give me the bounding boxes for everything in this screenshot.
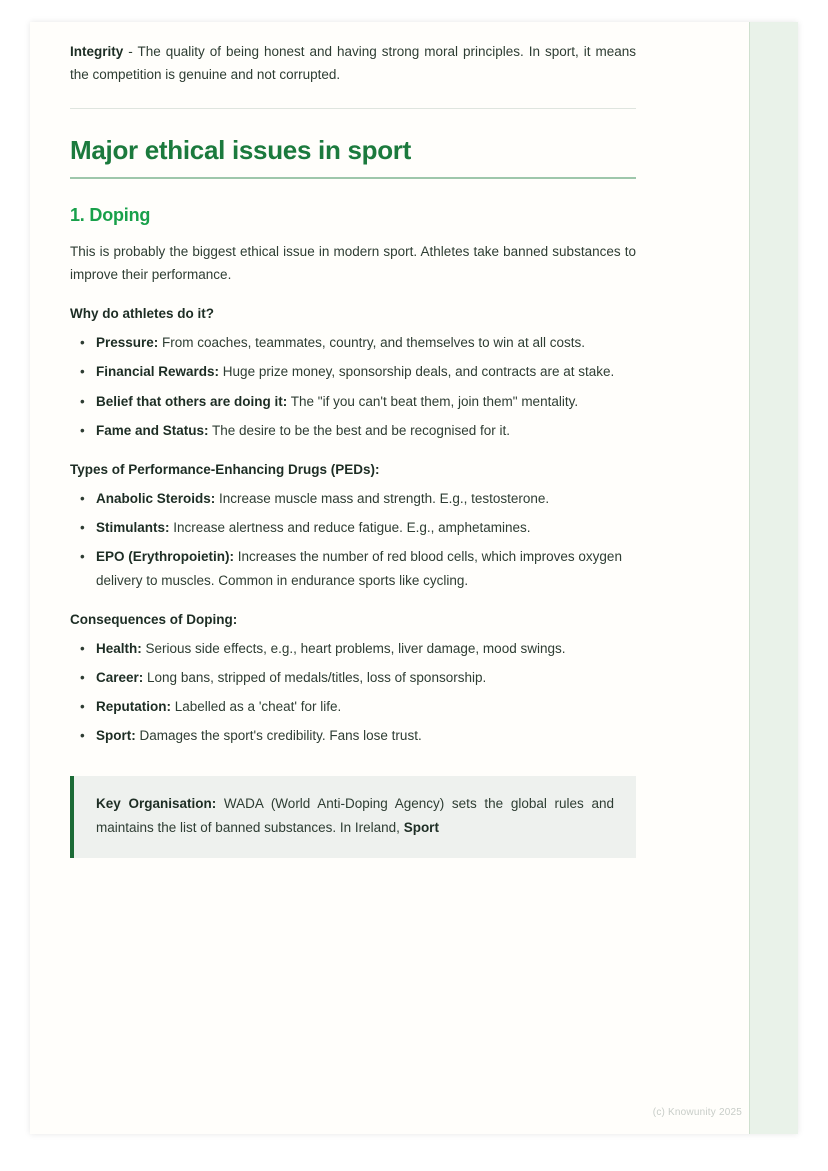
- list-item: [70, 419, 636, 442]
- subsection-title: 1. Doping: [70, 204, 151, 225]
- list-item: [70, 637, 636, 660]
- watermark: (c) Knowunity 2025: [652, 1107, 742, 1118]
- page-right-rail: [750, 22, 798, 1134]
- callout-strong-end: Sport: [403, 819, 439, 835]
- list-item-text: Serious side effects, e.g., heart problems, liver damage, mood swings.: [141, 640, 566, 656]
- list-item-text: Increase alertness and reduce fatigue. E.g., amphetamines.: [169, 520, 531, 536]
- list-item-text: Increase muscle mass and strength. E.g., testosterone.: [215, 490, 550, 506]
- key-organisation-callout: [70, 776, 636, 858]
- list-item-label: Pressure:: [96, 335, 159, 351]
- list-item: [70, 390, 636, 413]
- document-page: [30, 22, 798, 1134]
- list-item: [70, 724, 636, 747]
- page-title: Major ethical issues in sport: [70, 135, 411, 166]
- list-item-text: Increases the number of red blood cells, which improves oxygen delivery to muscles. Common in endurance sports like cycling.: [96, 549, 622, 588]
- block-heading: Consequences of Doping:: [70, 611, 238, 627]
- list-item-text: The "if you can't beat them, join them" mentality.: [287, 393, 579, 409]
- list-item-label: Financial Rewards:: [96, 364, 220, 380]
- block-heading: Why do athletes do it?: [70, 306, 214, 322]
- block-list: [70, 637, 636, 748]
- list-item-text: From coaches, teammates, country, and themselves to win at all costs.: [158, 335, 585, 351]
- list-item-label: Anabolic Steroids:: [96, 490, 216, 506]
- intro-paragraph: [70, 40, 636, 86]
- list-item: [70, 545, 636, 591]
- list-item: [70, 516, 636, 539]
- list-item-text: Long bans, stripped of medals/titles, loss of sponsorship.: [143, 670, 487, 686]
- list-item-text: Huge prize money, sponsorship deals, and contracts are at stake.: [219, 364, 615, 380]
- list-item-label: Reputation:: [96, 699, 171, 715]
- callout-label: Key Organisation:: [96, 795, 217, 811]
- block-heading: Types of Performance-Enhancing Drugs (PEDs):: [70, 461, 380, 477]
- callout-text: WADA (World Anti-Doping Agency) sets the global rules and maintains the list of banned substances. In Ireland,: [96, 795, 614, 835]
- list-item: [70, 360, 636, 383]
- list-item: [70, 695, 636, 718]
- list-item-label: Health:: [96, 640, 142, 656]
- block-list: [70, 487, 636, 592]
- list-item-label: Career:: [96, 670, 144, 686]
- list-item-label: Fame and Status:: [96, 422, 209, 438]
- list-item: [70, 331, 636, 354]
- list-item-label: Sport:: [96, 728, 136, 744]
- list-item-text: The desire to be the best and be recognised for it.: [208, 422, 510, 438]
- list-item: [70, 487, 636, 510]
- list-item-text: Damages the sport's credibility. Fans lose trust.: [135, 728, 422, 744]
- list-item-label: Stimulants:: [96, 520, 170, 536]
- block-list: [70, 331, 636, 442]
- intro-definition: - The quality of being honest and having strong moral principles. In sport, it means the competition is genuine and not corrupted.: [70, 44, 636, 83]
- list-item: [70, 666, 636, 689]
- list-item-label: EPO (Erythropoietin):: [96, 549, 234, 565]
- section-divider: [70, 108, 636, 109]
- list-item-text: Labelled as a 'cheat' for life.: [171, 699, 342, 715]
- title-underline: [70, 177, 636, 179]
- list-item-label: Belief that others are doing it:: [96, 393, 288, 409]
- document-content: [70, 40, 636, 858]
- intro-term: Integrity: [70, 44, 124, 59]
- subsection-lead: This is probably the biggest ethical issue in modern sport. Athletes take banned substances to improve their performance.: [70, 243, 636, 282]
